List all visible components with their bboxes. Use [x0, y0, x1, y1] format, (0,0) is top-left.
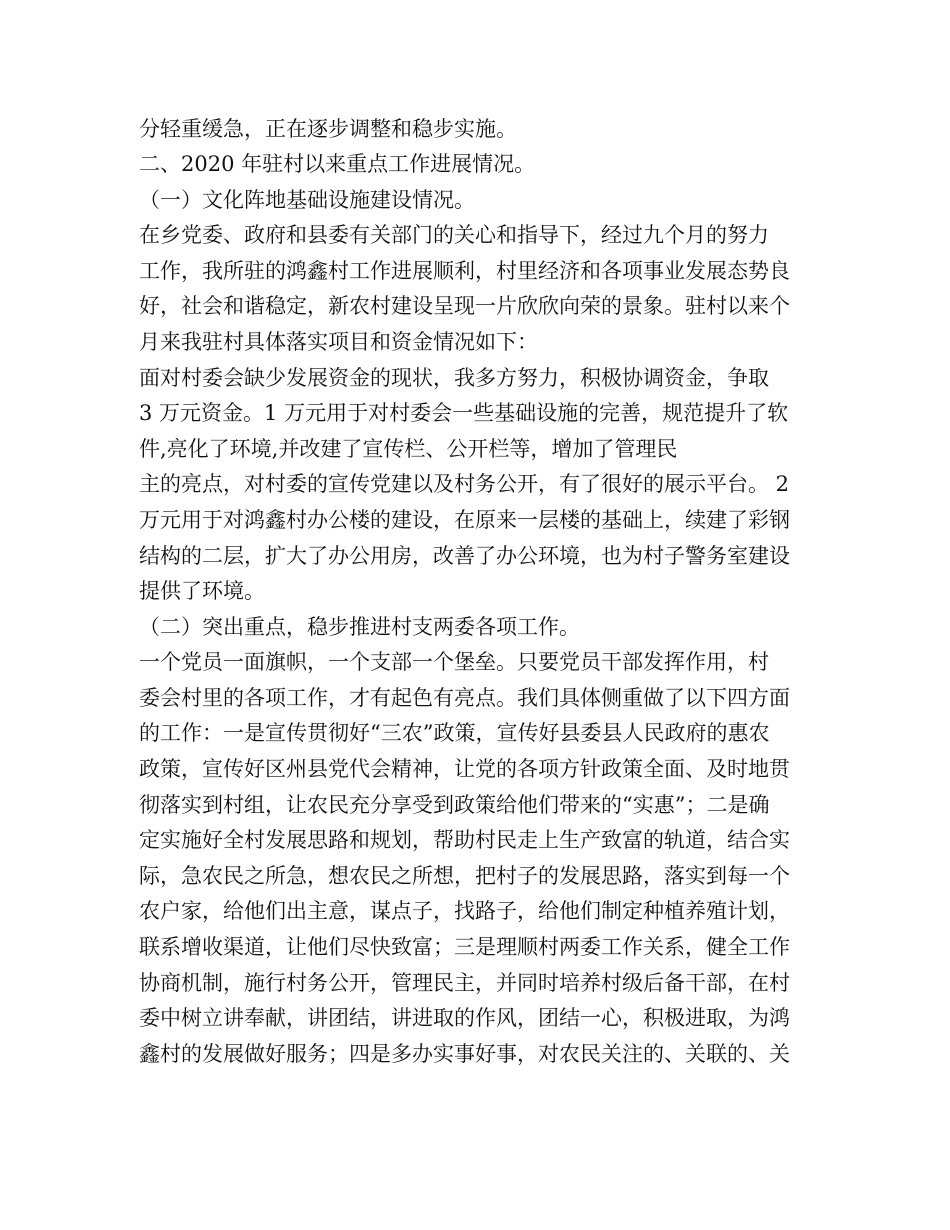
text-line: 彻落实到村组，让农民充分享受到政策给他们带来的“实惠”；二是确 — [139, 793, 770, 817]
text-line: 政策，宣传好区州县党代会精神，让党的各项方针政策全面、及时地贯 — [139, 757, 790, 781]
text-line: 委会村里的各项工作，才有起色有亮点。我们具体侧重做了以下四方面 — [139, 686, 790, 710]
text-line: 分轻重缓急，正在逐步调整和稳步实施。 — [139, 117, 517, 141]
text-line: 月来我驻村具体落实项目和资金情况如下： — [139, 330, 538, 354]
text-line: 主的亮点，对村委的宣传党建以及村务公开，有了很好的展示平台。 2 — [139, 472, 790, 496]
text-line: 联系增收渠道，让他们尽快致富；三是理顺村两委工作关系，健全工作 — [139, 935, 790, 959]
subsection-heading: （一）文化阵地基础设施建设情况。 — [139, 188, 475, 212]
subsection-heading: （二）突出重点，稳步推进村支两委各项工作。 — [139, 615, 580, 639]
text-line: 际，急农民之所急，想农民之所想，把村子的发展思路，落实到每一个 — [139, 864, 790, 888]
text-line: 协商机制，施行村务公开，管理民主，并同时培养村级后备干部，在村 — [139, 971, 790, 995]
text-line: 提供了环境。 — [139, 579, 265, 603]
text-line: 在乡党委、政府和县委有关部门的关心和指导下，经过九个月的努力 — [139, 223, 769, 247]
text-line: 工作，我所驻的鸿鑫村工作进展顺利，村里经济和各项事业发展态势良 — [139, 259, 790, 283]
text-line: 委中树立讲奉献，讲团结，讲进取的作风，团结一心，积极进取，为鸿 — [139, 1006, 790, 1030]
text-line: 面对村委会缺少发展资金的现状，我多方努力，积极协调资金，争取 — [139, 366, 769, 390]
text-line: 一个党员一面旗帜，一个支部一个堡垒。只要党员干部发挥作用，村 — [139, 650, 769, 674]
text-line: 农户家，给他们出主意，谋点子，找路子，给他们制定种植养殖计划， — [139, 899, 790, 923]
section-heading: 二、2020 年驻村以来重点工作进展情况。 — [139, 152, 536, 176]
text-line: 万元用于对鸿鑫村办公楼的建设，在原来一层楼的基础上，续建了彩钢 — [139, 508, 790, 532]
text-line: 的工作：一是宣传贯彻好“三农”政策，宣传好县委县人民政府的惠农 — [139, 721, 770, 745]
text-line: 定实施好全村发展思路和规划，帮助村民走上生产致富的轨道，结合实 — [139, 828, 790, 852]
text-line: 结构的二层，扩大了办公用房，改善了办公环境，也为村子警务室建设 — [139, 544, 790, 568]
text-line: 鑫村的发展做好服务；四是多办实事好事，对农民关注的、关联的、关 — [139, 1042, 790, 1066]
text-line: 件,亮化了环境,并改建了宣传栏、公开栏等，增加了管理民 — [139, 437, 678, 461]
text-line: 3 万元资金。1 万元用于对村委会一些基础设施的完善，规范提升了软 — [139, 401, 789, 425]
text-line: 好，社会和谐稳定，新农村建设呈现一片欣欣向荣的景象。驻村以来个 — [139, 294, 790, 318]
